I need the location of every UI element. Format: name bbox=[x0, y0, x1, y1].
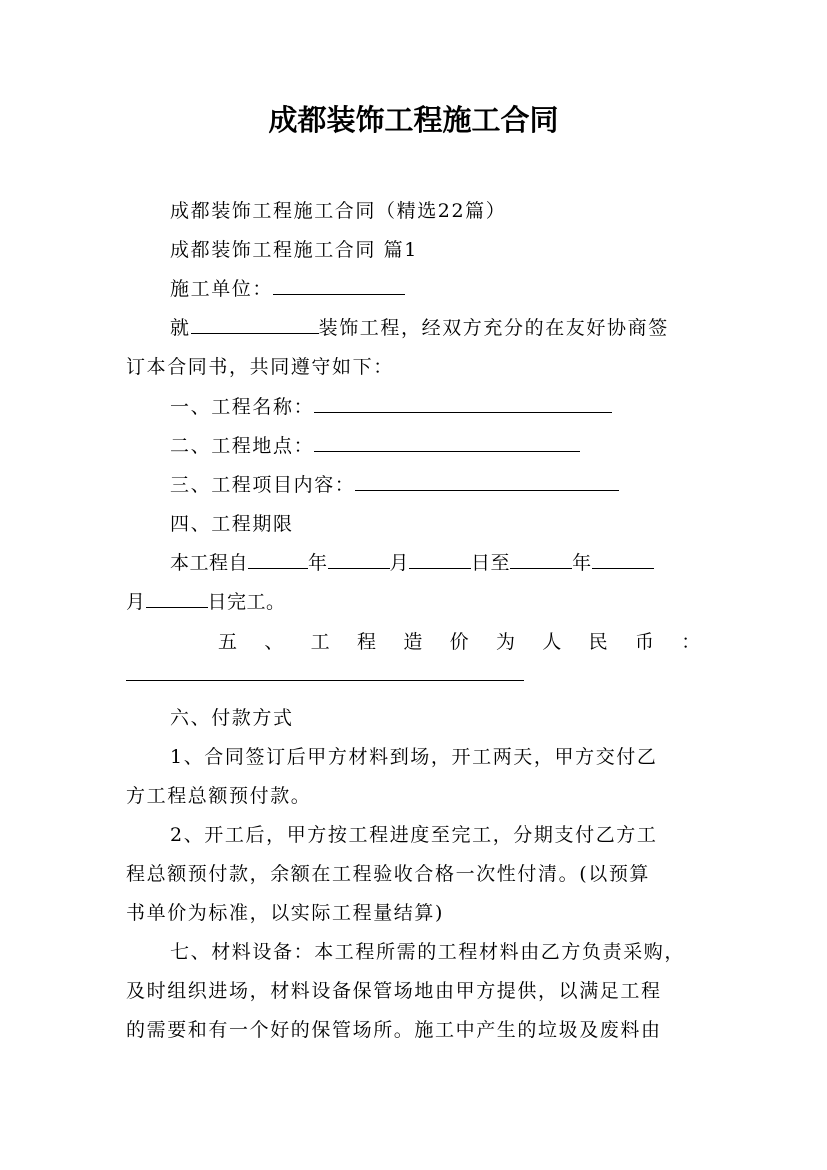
subtitle: 成都装饰工程施工合同（精选22篇） bbox=[170, 200, 507, 222]
item-5-char: ： bbox=[681, 631, 702, 653]
item-5-blank-line bbox=[126, 660, 701, 690]
item-2-blank bbox=[314, 431, 580, 452]
item-2-line bbox=[170, 431, 701, 461]
item-7-line-3: 的需要和有一个好的保管场所。施工中产生的垃圾及废料由 bbox=[126, 1019, 662, 1041]
intro-line-2: 订本合同书，共同遵守如下： bbox=[126, 356, 394, 378]
item-5-char: 价 bbox=[449, 631, 471, 653]
period-year-1: 年 bbox=[308, 552, 328, 574]
period-end: 日完工。 bbox=[207, 591, 286, 613]
item-5-char: 造 bbox=[403, 631, 424, 653]
end-year-blank bbox=[510, 548, 572, 569]
start-month-blank bbox=[328, 548, 390, 569]
intro-prefix: 就 bbox=[170, 317, 191, 339]
start-year-blank bbox=[248, 548, 308, 569]
item-1-label: 一、工程名称： bbox=[170, 396, 315, 418]
item-3-blank bbox=[355, 470, 619, 491]
item-3-line bbox=[170, 470, 701, 500]
item-2-label: 二、工程地点： bbox=[170, 435, 315, 457]
period-month-2: 月 bbox=[126, 591, 146, 613]
contractor-label: 施工单位： bbox=[170, 278, 274, 300]
pay-2-line-1: 2、开工后，甲方按工程进度至完工，分期支付乙方工 bbox=[170, 824, 658, 846]
item-7-line-1: 七、材料设备：本工程所需的工程材料由乙方负责采购， bbox=[170, 941, 686, 963]
period-line-2 bbox=[126, 587, 701, 617]
period-year-2: 年 bbox=[572, 552, 592, 574]
item-3-label: 三、工程项目内容： bbox=[170, 474, 356, 496]
contractor-line bbox=[170, 274, 701, 304]
period-month-1: 月 bbox=[389, 552, 410, 574]
item-5-char: 五 bbox=[218, 631, 239, 653]
start-day-blank bbox=[409, 548, 471, 569]
end-month-blank bbox=[592, 548, 654, 569]
item-1-blank bbox=[314, 392, 612, 413]
item-5-char: 工 bbox=[310, 631, 332, 653]
period-line-1 bbox=[170, 548, 701, 578]
pay-2-line-2: 程总额预付款，余额在工程验收合格一次性付清。(以预算 bbox=[126, 863, 651, 885]
contract-price-blank bbox=[126, 660, 524, 681]
intro-suffix: 装饰工程，经双方充分的在友好协商签 bbox=[318, 317, 669, 339]
section-heading: 成都装饰工程施工合同 篇1 bbox=[170, 239, 418, 261]
item-5-char: 人 bbox=[542, 631, 563, 653]
item-5-char: 币 bbox=[634, 631, 656, 653]
item-5-char: 程 bbox=[356, 631, 378, 653]
item-4-label: 四、工程期限 bbox=[170, 513, 294, 535]
item-5-line bbox=[218, 627, 702, 657]
intro-line-1 bbox=[170, 313, 701, 343]
period-prefix: 本工程自 bbox=[170, 552, 249, 574]
item-5-char: 为 bbox=[495, 631, 517, 653]
pay-1-line-2: 方工程总额预付款。 bbox=[126, 785, 312, 807]
project-name-blank bbox=[191, 313, 319, 334]
item-6-label: 六、付款方式 bbox=[170, 707, 294, 729]
contractor-blank bbox=[273, 274, 405, 295]
item-5-char: 、 bbox=[264, 631, 285, 653]
item-7-line-2: 及时组织进场，材料设备保管场地由甲方提供，以满足工程 bbox=[126, 980, 662, 1002]
pay-2-line-3: 书单价为标准，以实际工程量结算) bbox=[126, 902, 445, 924]
period-day-to: 日至 bbox=[471, 552, 511, 574]
item-1-line bbox=[170, 392, 701, 422]
end-day-blank bbox=[146, 587, 208, 608]
document-title: 成都装饰工程施工合同 bbox=[268, 103, 559, 137]
item-5-char: 民 bbox=[588, 631, 610, 653]
pay-1-line-1: 1、合同签订后甲方材料到场，开工两天，甲方交付乙 bbox=[170, 746, 658, 768]
